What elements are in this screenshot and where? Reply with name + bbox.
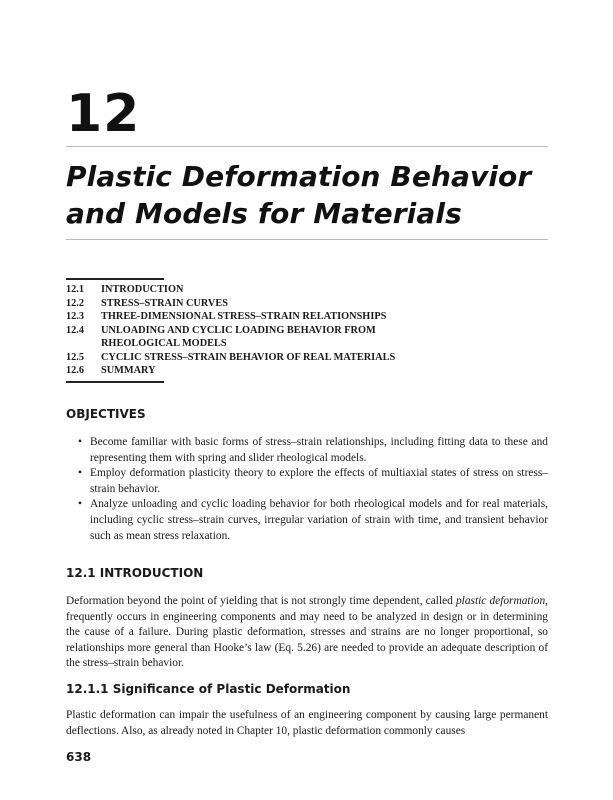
toc-top-bar xyxy=(66,278,164,280)
toc-title: RHEOLOGICAL MODELS xyxy=(101,338,227,349)
section-heading-introduction: 12.1 INTRODUCTION xyxy=(66,566,204,580)
bottom-divider xyxy=(66,239,548,240)
chapter-title xyxy=(66,158,548,232)
objective-text: Analyze unloading and cyclic loading behavior for both rheological models and for real materials, including cyclic stress–strain curves, irregular variation of strain with time, and transient behavior such as mean stress relaxation. xyxy=(90,498,548,542)
chapter-title-line-2: and Models for Materials xyxy=(66,197,462,230)
objectives-heading: OBJECTIVES xyxy=(66,407,146,421)
toc-title: THREE-DIMENSIONAL STRESS–STRAIN RELATIONSHIPS xyxy=(101,311,387,322)
chapter-number: 12 xyxy=(66,84,141,144)
toc-entry xyxy=(66,297,548,311)
toc-bottom-bar xyxy=(66,381,164,383)
bullet-icon: • xyxy=(78,498,82,511)
objective-item xyxy=(78,466,548,497)
intro-text-part-1: Deformation beyond the point of yielding that is not strongly time dependent, called xyxy=(66,595,456,607)
table-of-contents xyxy=(66,278,548,383)
top-divider xyxy=(66,146,548,147)
toc-title: INTRODUCTION xyxy=(101,284,184,295)
toc-entry xyxy=(66,364,548,378)
toc-number: 12.5 xyxy=(66,351,85,363)
chapter-title-line-1: Plastic Deformation Behavior xyxy=(66,160,532,193)
toc-number: 12.2 xyxy=(66,297,85,309)
toc-number: 12.3 xyxy=(66,311,85,322)
bullet-icon: • xyxy=(78,436,82,448)
objective-item xyxy=(78,435,548,466)
page-number: 638 xyxy=(66,750,92,764)
intro-italic-term: plastic deformation xyxy=(455,595,546,607)
toc-entry xyxy=(66,283,548,297)
introduction-paragraph xyxy=(66,594,548,672)
intro-text-part-2: , frequently occurs in engineering components and may need to be analyzed in design or in determining the cause of a failure. During plastic deformation, stresses and strains are no longer proportional, so relationships more general than Hooke’s law (Eq. 5.26) are needed to provide an adequate description of the stress–strain behavior. xyxy=(66,595,548,670)
objective-text: Become familiar with basic forms of stress–strain relationships, including fitting data to these and representing them with spring and slider rheological models. xyxy=(90,436,548,464)
bullet-icon: • xyxy=(78,467,82,480)
objective-text: Employ deformation plasticity theory to explore the effects of multiaxial states of stress on stress–strain behavior. xyxy=(90,467,548,495)
objective-item xyxy=(78,497,548,544)
toc-title: CYCLIC STRESS–STRAIN BEHAVIOR OF REAL MATERIALS xyxy=(101,351,396,363)
toc-number: 12.4 xyxy=(66,324,85,336)
toc-title: SUMMARY xyxy=(101,365,156,376)
toc-entry xyxy=(66,351,548,365)
significance-paragraph: Plastic deformation can impair the usefulness of an engineering component by causing large permanent deflections. Also, as already noted in Chapter 10, plastic deformation commonly causes xyxy=(66,709,548,737)
toc-entry xyxy=(66,324,548,338)
toc-number: 12.6 xyxy=(66,365,85,376)
toc-title: UNLOADING AND CYCLIC LOADING BEHAVIOR FROM xyxy=(101,324,376,336)
toc-number: 12.1 xyxy=(66,284,85,295)
objectives-list xyxy=(78,435,548,544)
subsection-heading: 12.1.1 Significance of Plastic Deformation xyxy=(66,682,351,696)
toc-entry-continuation xyxy=(66,337,548,351)
toc-title: STRESS–STRAIN CURVES xyxy=(101,297,228,309)
toc-entry xyxy=(66,310,548,324)
toc-number xyxy=(66,337,101,351)
